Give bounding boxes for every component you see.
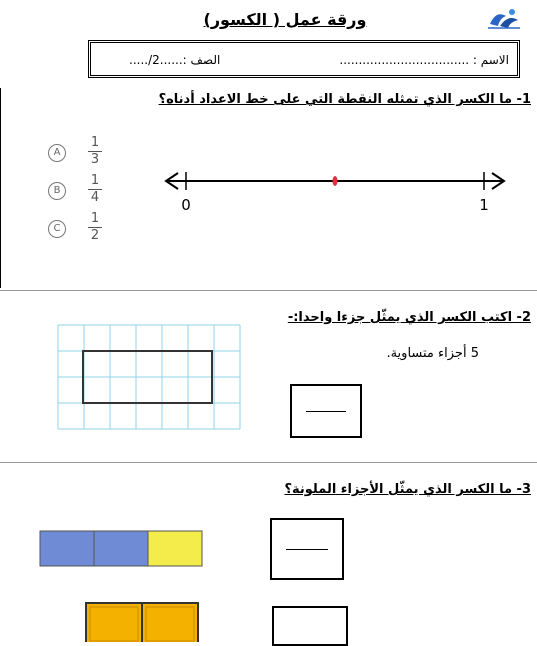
bar2-part-1 bbox=[86, 603, 142, 642]
school-logo bbox=[486, 6, 522, 32]
bar1-part-1 bbox=[40, 531, 94, 566]
question-1-text: 1- ما الكسر الذي تمثله النقطة التي على خط الاعداد أدناه؟ bbox=[158, 92, 531, 107]
fraction-bar-1 bbox=[39, 530, 203, 568]
option-c-letter: C bbox=[48, 220, 66, 238]
option-a-denominator: 3 bbox=[90, 152, 100, 167]
number-line bbox=[160, 166, 510, 216]
option-c-numerator: 1 bbox=[90, 211, 100, 226]
student-info-box bbox=[88, 40, 520, 78]
margin-rule bbox=[0, 88, 1, 288]
worksheet-title: ورقة عمل ( الكسور) bbox=[203, 10, 367, 29]
option-b-fraction bbox=[88, 174, 102, 205]
question-3-text: 3- ما الكسر الذي يمثّل الأجزاء الملونة؟ bbox=[284, 482, 531, 497]
answer-box-q2[interactable] bbox=[290, 384, 362, 438]
option-c-denominator: 2 bbox=[90, 228, 100, 243]
option-b[interactable] bbox=[48, 174, 118, 208]
fraction-bar-2 bbox=[85, 602, 199, 642]
section-divider-1 bbox=[0, 290, 537, 291]
equal-parts-statement: 5 أجزاء متساوية. bbox=[386, 346, 479, 361]
option-c-fraction bbox=[88, 212, 102, 243]
option-a[interactable] bbox=[48, 136, 118, 170]
option-b-numerator: 1 bbox=[90, 173, 100, 188]
option-b-denominator: 4 bbox=[90, 190, 100, 205]
option-c[interactable] bbox=[48, 212, 118, 246]
bar2-part-2 bbox=[142, 603, 198, 642]
bar1-part-2 bbox=[94, 531, 148, 566]
grid-with-rectangle bbox=[57, 324, 241, 430]
answer-box-q3-b[interactable] bbox=[272, 606, 348, 646]
fraction-line bbox=[306, 411, 346, 412]
number-line-start-label: 0 bbox=[181, 196, 191, 214]
number-line-point bbox=[333, 176, 338, 186]
question-2-text: 2- اكتب الكسر الذي يمثّل جزءا واحدا:- bbox=[287, 310, 531, 325]
option-a-letter: A bbox=[48, 144, 66, 162]
option-a-numerator: 1 bbox=[90, 135, 100, 150]
name-field[interactable]: الاسم : .................................. bbox=[339, 53, 509, 67]
bar1-part-3 bbox=[148, 531, 202, 566]
number-line-end-label: 1 bbox=[479, 196, 489, 214]
class-field[interactable]: الصف :......2/..... bbox=[129, 53, 221, 67]
option-b-letter: B bbox=[48, 182, 66, 200]
answer-box-q3-a[interactable] bbox=[270, 518, 344, 580]
fraction-line bbox=[286, 549, 328, 550]
section-divider-2 bbox=[0, 462, 537, 463]
option-a-fraction bbox=[88, 136, 102, 167]
